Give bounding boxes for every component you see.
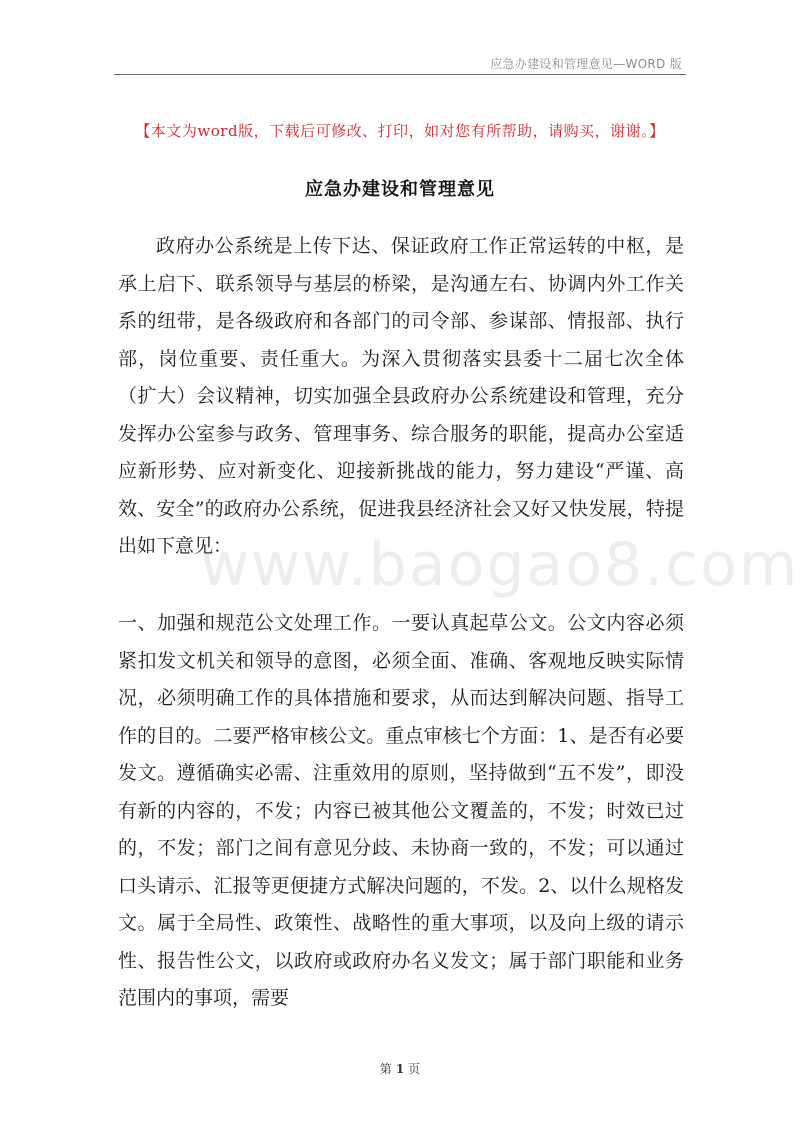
document-title: 应急办建设和管理意见 bbox=[305, 179, 495, 200]
download-notice: 【本文为word版，下载后可修改、打印，如对您有所帮助，请购买，谢谢。】 bbox=[135, 122, 665, 140]
watermark: www.baogao8.com bbox=[200, 530, 800, 600]
paragraph-section-1: 一、加强和规范公文处理工作。一要认真起草公文。公文内容必须紧扣发文机关和领导的意图，必须全面、准确、客观地反映实际情况，必须明确工作的具体措施和要求，从而达到解决问题、指导工作的目的。二要严格审核公文。重点审核七个方面：1、是否有必要发文。遵循确实必需、注重效用的原则，坚持做到“五不发”，即没有新的内容的，不发；内容已被其他公文覆盖的，不发；时效已过的，不发；部门之间有意见分歧、未协商一致的，不发；可以通过口头请示、汇报等更便捷方式解决问题的，不发。2、以什么规格发文。属于全局性、政策性、战略性的重大事项，以及向上级的请示性、报告性公文，以政府或政府办名义发文；属于部门职能和业务范围内的事项，需要 bbox=[118, 612, 684, 1009]
running-header: 应急办建设和管理意见—WORD 版 bbox=[490, 57, 682, 71]
header-divider bbox=[114, 74, 686, 75]
page-prefix: 第 bbox=[379, 1062, 392, 1076]
page-footer bbox=[0, 1060, 800, 1077]
page-number: 1 bbox=[395, 1062, 405, 1076]
page-suffix: 页 bbox=[408, 1062, 421, 1076]
paragraph-intro: 政府办公系统是上传下达、保证政府工作正常运转的中枢，是承上启下、联系领导与基层的桥梁，是沟通左右、协调内外工作关系的纽带，是各级政府和各部门的司令部、参谋部、情报部、执行部，岗位重要、责任重大。为深入贯彻落实县委十二届七次全体（扩大）会议精神，切实加强全县政府办公系统建设和管理，充分发挥办公室参与政务、管理事务、综合服务的职能，提高办公室适应新形势、应对新变化、迎接新挑战的能力，努力建设“严谨、高效、安全”的政府办公系统，促进我县经济社会又好又快发展，特提出如下意见： bbox=[118, 235, 684, 557]
